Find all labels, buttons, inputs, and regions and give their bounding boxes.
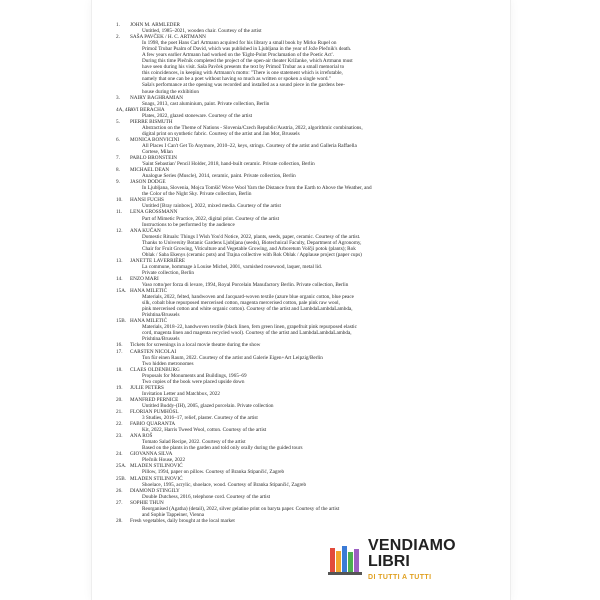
entry-line: the Color of the Night Sky. Private collection, Berlin xyxy=(142,191,252,198)
watermark xyxy=(328,530,518,590)
list-item xyxy=(116,288,456,318)
list-item xyxy=(116,107,456,119)
entry-number: 28. xyxy=(116,517,123,524)
artist-name: GIOVANNA SILVA xyxy=(130,451,173,458)
list-item xyxy=(116,167,456,179)
artist-name: FABIO QUARANTA xyxy=(130,421,176,428)
entry-line: Primož Trubar Psalm of David, which was published in Ljubljana in the year of Jože Plečnik's death. xyxy=(142,46,352,53)
list-item xyxy=(116,209,456,227)
list-item xyxy=(116,385,456,397)
list-item xyxy=(116,476,456,488)
list-item xyxy=(116,197,456,209)
list-item xyxy=(116,179,456,197)
artist-name: JASON DODGE xyxy=(130,179,166,186)
entry-number: 10. xyxy=(116,197,123,204)
entry-line: Untitled [Bray rainbow], 2022, mixed media. Courtesy of the artist xyxy=(142,203,281,210)
entry-line: Cortese, Milan xyxy=(142,148,173,155)
entry-line: Reorganised (Agatha) (detail), 2022, silver gelatine print on baryta paper. Courtesy of the artist xyxy=(142,505,340,512)
entry-line: 'Saint Sebastian' Pencil Holder, 2018, hand-built ceramic. Private collection, Berlin xyxy=(142,161,315,168)
entry-line: Plates, 2022, glazed stoneware. Courtesy of the artist xyxy=(142,112,253,119)
entry-number: 5. xyxy=(116,118,120,125)
list-item xyxy=(116,433,456,451)
artist-name: JANETTE LAVERRIÈRE xyxy=(130,257,186,264)
entry-number: 15B. xyxy=(116,318,126,325)
entry-number: 6. xyxy=(116,136,120,143)
artist-name: ANA KUČAN xyxy=(130,227,161,234)
entry-number: 11. xyxy=(116,209,123,216)
list-item xyxy=(116,409,456,421)
list-item xyxy=(116,367,456,385)
artist-name: MICHAEL DEAN xyxy=(130,167,170,174)
artist-name: SAŠA PAVČEK / H. C. ARTMANN xyxy=(130,34,206,41)
watermark-brand-line2: LIBRI xyxy=(368,553,410,570)
entry-number: 17. xyxy=(116,348,123,355)
artist-name: CLAES OLDENBURG xyxy=(130,366,180,373)
artist-name: MLADEN STILINOVIĆ xyxy=(130,463,183,470)
entry-line: Prishtina/Brussels xyxy=(142,336,180,343)
entry-line: and Sophie Tappeiner, Vienna xyxy=(142,511,205,518)
entry-line: Abstraction on the Theme of Nations - Slovenia/Czech Republic/Austria, 2022, algorithmic combinations, xyxy=(142,124,363,131)
entry-line: silk, cobalt blue repurposed mercerised cotton, magenta mercerised cotton, pale pink raw wool, xyxy=(142,300,340,307)
entry-number: 4A, 4B. xyxy=(116,106,133,113)
artist-name: SOPHIE THUN xyxy=(130,499,164,506)
entry-line: All Places I Can't Get To Anymore, 2010–22, keys, strings. Courtesy of the artist and Galleria Raffaella xyxy=(142,142,357,149)
entry-line: Oblak / Saba Ekenys (ceramic pots) and Trajna collective with Rok Oblak / Applause project (paper cups) xyxy=(142,251,362,258)
entry-line: Proposals for Monuments and Buildings, 1965–69 xyxy=(142,372,247,379)
artist-name: MLADEN STILINOVIĆ xyxy=(130,475,183,482)
entry-number: 19. xyxy=(116,384,123,391)
entry-number: 2. xyxy=(116,34,120,41)
entry-line: digital print on synthetic fabric. Courtesy of the artist and Jan Mot, Brussels xyxy=(142,130,300,137)
list-item xyxy=(116,119,456,137)
watermark-tagline: DI TUTTI A TUTTI xyxy=(368,574,432,581)
artist-name: JULIE PETERS xyxy=(130,384,164,391)
entry-line: Thanks to University Botanic Gardens Ljubljana (seeds), Biotechnical Faculty, Department of Agronomy, xyxy=(142,239,362,246)
artist-name: MONICA BONVICINI xyxy=(130,136,180,143)
list-item xyxy=(116,518,456,524)
entry-line: cord, magenta linen and magenta recycled wool). Courtesy of the artist and LambdaLambdaLambda, xyxy=(142,330,352,337)
entry-line: Two hidden metronomes xyxy=(142,360,194,367)
entry-line: pink mercerised cotton and white organic cotton). Courtesy of the artist and LambdaLambdaLambda, xyxy=(142,306,353,313)
entry-number: 23. xyxy=(116,433,123,440)
entry-line: Tomato Salad Recipe, 2022. Courtesy of the artist xyxy=(142,439,246,446)
entry-number: 9. xyxy=(116,179,120,186)
entry-number: 3. xyxy=(116,94,120,101)
entry-line: During this time Plečnik completed the project of the open-air theater Križanke, which Artmann must xyxy=(142,58,353,65)
artist-name: ANA ROŠ xyxy=(130,433,153,440)
entry-line: Private collection, Berlin xyxy=(142,269,195,276)
entry-number: 12. xyxy=(116,227,123,234)
entry-line: 3 Studies, 2016–17, relief, plaster. Courtesy of the artist xyxy=(142,415,258,422)
entry-line: Part of Mimetic Practice, 2022, digital print. Courtesy of the artist xyxy=(142,215,280,222)
entry-line: Analogue Series (Muscle), 2014, ceramic, paint. Private collection, Berlin xyxy=(142,173,296,180)
list-item xyxy=(116,228,456,258)
entry-line: Invitation Letter and Matchbox, 2022 xyxy=(142,390,220,397)
entry-line: this coincidences, in keeping with Artmann's motto: "There is one statement which is irrefutable, xyxy=(142,70,343,77)
entry-text: Tickets for screenings in a local movie theatre during the show xyxy=(130,342,261,349)
list-item xyxy=(116,258,456,276)
entry-line: Shoelace, 1995, acrylic, shoelace, wood. Courtesy of Branka Stipančić, Zagreb xyxy=(142,481,307,488)
entry-number: 22. xyxy=(116,421,123,428)
entry-line: namely that one can be a poet without having so much as written or spoken a single word." xyxy=(142,76,331,83)
artist-name: FLORIAN PUMHÖSL xyxy=(130,409,179,415)
artist-name: HANA MILETIĆ xyxy=(130,288,168,295)
entry-line: Kit, 2022, Harris Tweed Wool, cotton. Courtesy of the artist xyxy=(142,427,267,434)
entry-line: Untitled Buddy-(IH), 2005, glazed porcelain. Private collection xyxy=(142,402,274,409)
exhibition-list xyxy=(116,22,456,524)
entry-line: house during the exhibition xyxy=(142,88,199,95)
entry-line: Instructions to be performed by the audience xyxy=(142,221,235,228)
entry-line: Ton für einen Raum, 2022. Courtesy of the artist and Galerie Eigen+Art Leipzig/Berlin xyxy=(142,354,323,361)
entry-line: In Ljubljana, Slovenia, Mojca Tomšič Wove Wool Yarn the Distance from the Earth to Above the Weather, and xyxy=(142,185,372,192)
list-item xyxy=(116,349,456,367)
list-item xyxy=(116,463,456,475)
list-item xyxy=(116,95,456,107)
artist-name: HANA MILETIĆ xyxy=(130,318,168,325)
list-item xyxy=(116,318,456,342)
artist-name: DIAMOND STINGILY xyxy=(130,487,180,494)
list-item xyxy=(116,397,456,409)
list-item xyxy=(116,488,456,500)
list-item xyxy=(116,22,456,34)
entry-line: Saša's performance at the opening was recorded and installed as a sound piece in the gardens bee- xyxy=(142,82,345,89)
artist-name: NAIRY BAGHRAMIAN xyxy=(130,94,183,101)
artist-name: PIERRE BISMUTH xyxy=(130,118,173,125)
artist-name: AVI BERACHA xyxy=(130,106,165,113)
list-item xyxy=(116,500,456,518)
entry-line: Materials, 2018–22, handwoven textile (black linen, fern green linen, grapefruit pink repurposed elastic xyxy=(142,324,357,331)
entry-text: Fresh vegetables, daily brought at the local market xyxy=(130,517,235,524)
artist-name: LENA GROSSMANN xyxy=(130,209,178,216)
entry-number: 27. xyxy=(116,499,123,506)
entry-number: 25B. xyxy=(116,475,126,482)
entry-line: Materials, 2022, felted, handwoven and Jacquard-woven textile (azure blue organic cotton, blue peace xyxy=(142,294,354,301)
entry-number: 21. xyxy=(116,409,123,415)
entry-line: Two copies of the book were placed upside down xyxy=(142,378,245,385)
entry-number: 15A. xyxy=(116,288,127,295)
entry-line: Snags, 2013, cast aluminium, paint. Private collection, Berlin xyxy=(142,100,270,107)
entry-line: In 1998, the poet Hans Carl Artmann acquired for his library a small book by Mirko Rupel on xyxy=(142,40,337,47)
entry-line: La commune, hommage à Louise Michel, 2001, varnished rosewood, laquer, metal lid. xyxy=(142,263,323,270)
entry-line: Double Dutchess, 2016, telephone cord. Courtesy of the artist xyxy=(142,493,271,500)
entry-line: Domestic Rituals: Things I Wish You'd Notice, 2022, plants, seeds, paper, ceramic. Courtesy of the artist. xyxy=(142,233,361,240)
artist-name: JOHN M. ARMLEDER xyxy=(130,22,181,28)
artist-name: HANSI FUCHS xyxy=(130,197,164,204)
entry-line: Plečnik House, 2022 xyxy=(142,457,186,464)
entry-number: 13. xyxy=(116,257,123,264)
entry-number: 26. xyxy=(116,487,123,494)
watermark-brand-line1: VENDIAMO xyxy=(368,537,456,554)
entry-line: Chair for Fruit Growing, Viticulture and Vegetable Growing, and Arboretum Volčji potok (plants); Rok xyxy=(142,245,356,252)
artist-name: MANFRED PERNICE xyxy=(130,396,179,403)
entry-number: 24. xyxy=(116,451,123,458)
entry-line: Pillow, 1994, paper on pillow. Courtesy of Branka Stipančić, Zagreb xyxy=(142,469,285,476)
artist-name: PABLO BRONSTEIN xyxy=(130,155,177,162)
bookshelf-logo-icon xyxy=(328,542,362,576)
entry-line: Untitled, 1985–2021, wooden chair. Courtesy of the artist xyxy=(142,28,262,35)
entry-number: 18. xyxy=(116,366,123,373)
list-item xyxy=(116,137,456,155)
entry-number: 20. xyxy=(116,396,123,403)
list-item xyxy=(116,155,456,167)
entry-number: 14. xyxy=(116,275,123,282)
entry-line: Based on the plants in the garden and told only orally during the guided tours xyxy=(142,445,303,452)
list-item xyxy=(116,421,456,433)
list-item xyxy=(116,276,456,288)
entry-line: Vaso rotto/per forza di levare, 1994, Royal Porcelain Manufactory Berlin. Private collection, Berlin xyxy=(142,282,349,289)
entry-number: 16. xyxy=(116,342,123,349)
entry-line: have seen during his visit. Saša Pavček presents the text by Primož Trubar as a small memorial to xyxy=(142,64,345,71)
entry-line: A few years earlier Artmann had worked on the 'Eight-Point Proclamation of the Poetic Act'. xyxy=(142,52,334,59)
list-item xyxy=(116,34,456,94)
artist-name: CARSTEN NICOLAI xyxy=(130,348,177,355)
artist-name: ENZO MARI xyxy=(130,275,159,282)
entry-number: 1. xyxy=(116,22,120,28)
entry-number: 7. xyxy=(116,155,120,162)
entry-line: Prishtina/Brussels xyxy=(142,312,180,319)
entry-number: 8. xyxy=(116,167,120,174)
list-item xyxy=(116,451,456,463)
entry-number: 25A. xyxy=(116,463,127,470)
